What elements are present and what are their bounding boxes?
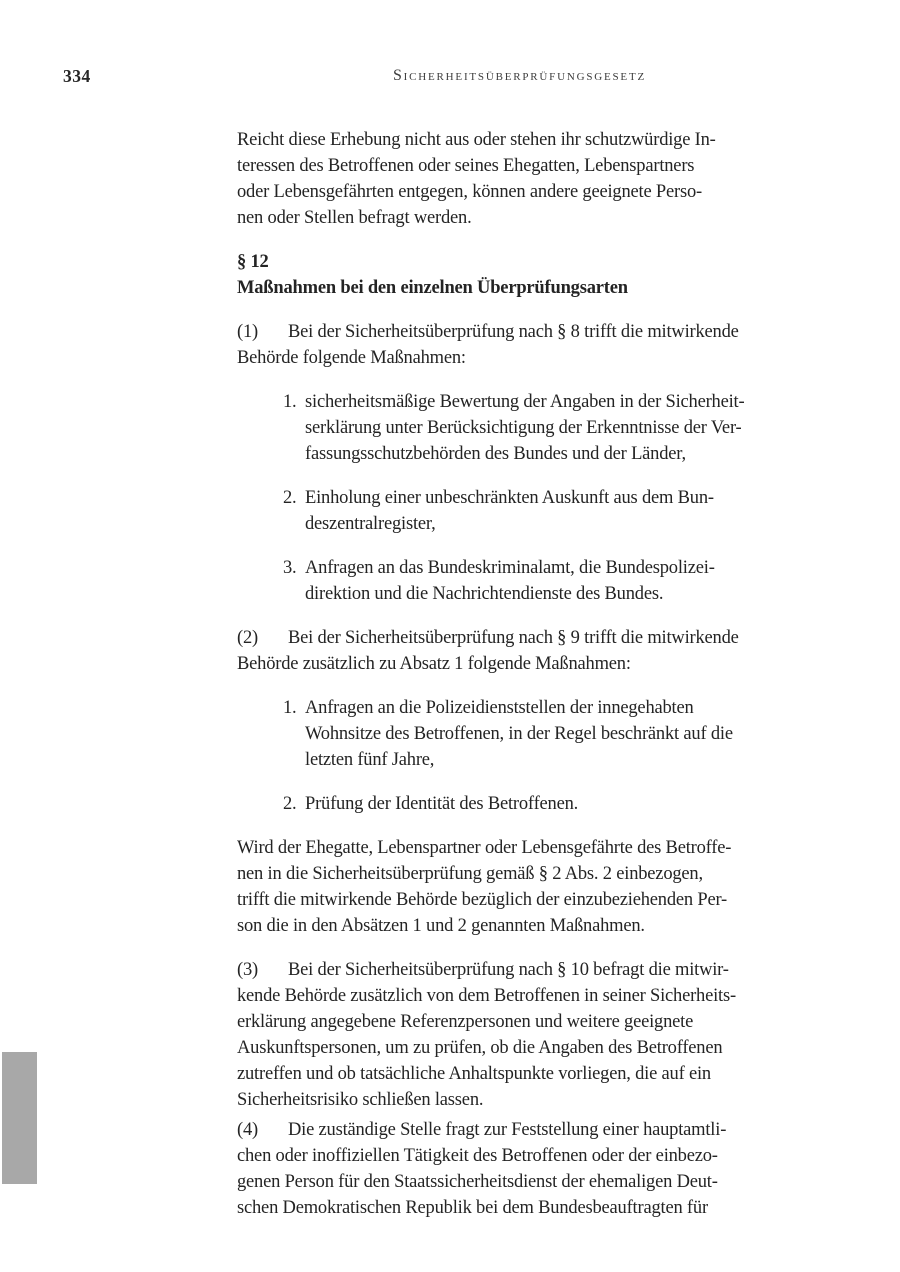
text-line: oder Lebensgefährten entgegen, können andere geeignete Perso- [237, 182, 702, 202]
text-line: erklärung angegebene Referenzpersonen und weitere geeignete [237, 1012, 694, 1032]
list-2-item-2 [283, 791, 802, 817]
text-line: (3) Bei der Sicherheitsüberprüfung nach § 10 befragt die mitwir- [237, 957, 802, 983]
text-line: (4) Die zuständige Stelle fragt zur Feststellung einer hauptamtli- [237, 1117, 802, 1143]
paragraph-3 [237, 957, 802, 1113]
section-heading [237, 249, 802, 301]
text-line: son die in den Absätzen 1 und 2 genannten Maßnahmen. [237, 916, 645, 936]
list-1-item-3 [283, 555, 802, 607]
paragraph-number-label: (1) [237, 322, 258, 342]
text-line: 1. sicherheitsmäßige Bewertung der Angaben in der Sicherheit- [283, 389, 802, 415]
text-column [237, 127, 802, 1221]
list-1-item-1 [283, 389, 802, 467]
paragraph-2 [237, 625, 802, 677]
intro-paragraph [237, 127, 802, 231]
text-line: chen oder inoffiziellen Tätigkeit des Betroffenen oder der einbezo- [237, 1146, 718, 1166]
text-line: 1. Anfragen an die Polizeidienststellen der innegehabten [283, 695, 802, 721]
text-line: fassungsschutzbehörden des Bundes und der Länder, [305, 444, 686, 464]
text-line: letzten fünf Jahre, [305, 750, 435, 770]
text-line: deszentralregister, [305, 514, 436, 534]
text-line: (1) Bei der Sicherheitsüberprüfung nach § 8 trifft die mitwirkende [237, 319, 802, 345]
text-line: zutreffen und ob tatsächliche Anhaltspunkte vorliegen, die auf ein [237, 1064, 711, 1084]
text-line: schen Demokratischen Republik bei dem Bundesbeauftragten für [237, 1198, 708, 1218]
text-line: genen Person für den Staatssicherheitsdienst der ehemaligen Deut- [237, 1172, 718, 1192]
page-number: 334 [63, 66, 91, 86]
text-line: serklärung unter Berücksichtigung der Erkenntnisse der Ver- [305, 418, 742, 438]
paragraph-number-label: (4) [237, 1120, 258, 1140]
text-line: direktion und die Nachrichtendienste des Bundes. [305, 584, 664, 604]
text-line: 2. Prüfung der Identität des Betroffenen. [283, 791, 802, 817]
text-line: nen in die Sicherheitsüberprüfung gemäß § 2 Abs. 2 einbezogen, [237, 864, 703, 884]
text-line: Auskunftspersonen, um zu prüfen, ob die Angaben des Betroffenen [237, 1038, 723, 1058]
list-2-item-1 [283, 695, 802, 773]
list-item-number: 2. [283, 488, 297, 508]
paragraph-1 [237, 319, 802, 371]
spouse-paragraph [237, 835, 802, 939]
list-item-number: 3. [283, 558, 297, 578]
text-line: (2) Bei der Sicherheitsüberprüfung nach § 9 trifft die mitwirkende [237, 625, 802, 651]
paragraph-number-label: (3) [237, 960, 258, 980]
text-line: trifft die mitwirkende Behörde bezüglich der einzubeziehenden Per- [237, 890, 728, 910]
text-line: § 12 [237, 252, 269, 272]
running-header: Sicherheitsüberprüfungsgesetz [392, 67, 646, 84]
list-1-item-2 [283, 485, 802, 537]
text-line: 2. Einholung einer unbeschränkten Auskunft aus dem Bun- [283, 485, 802, 511]
text-line: teressen des Betroffenen oder seines Ehegatten, Lebenspartners [237, 156, 695, 176]
list-item-number: 1. [283, 698, 297, 718]
text-line: Wohnsitze des Betroffenen, in der Regel beschränkt auf die [305, 724, 733, 744]
paragraph-4 [237, 1117, 802, 1221]
paragraph-number-label: (2) [237, 628, 258, 648]
text-line: nen oder Stellen befragt werden. [237, 208, 472, 228]
text-line: Wird der Ehegatte, Lebenspartner oder Lebensgefährte des Betroffe- [237, 838, 732, 858]
text-line: Reicht diese Erhebung nicht aus oder stehen ihr schutzwürdige In- [237, 130, 716, 150]
margin-marker-bar [2, 1052, 37, 1184]
text-line: Sicherheitsrisiko schließen lassen. [237, 1090, 484, 1110]
list-item-number: 1. [283, 392, 297, 412]
text-line: Behörde zusätzlich zu Absatz 1 folgende Maßnahmen: [237, 654, 631, 674]
list-item-number: 2. [283, 794, 297, 814]
text-line: Maßnahmen bei den einzelnen Überprüfungsarten [237, 278, 628, 298]
text-line: Behörde folgende Maßnahmen: [237, 348, 466, 368]
text-line: kende Behörde zusätzlich von dem Betroffenen in seiner Sicherheits- [237, 986, 736, 1006]
text-line: 3. Anfragen an das Bundeskriminalamt, die Bundespolizei- [283, 555, 802, 581]
